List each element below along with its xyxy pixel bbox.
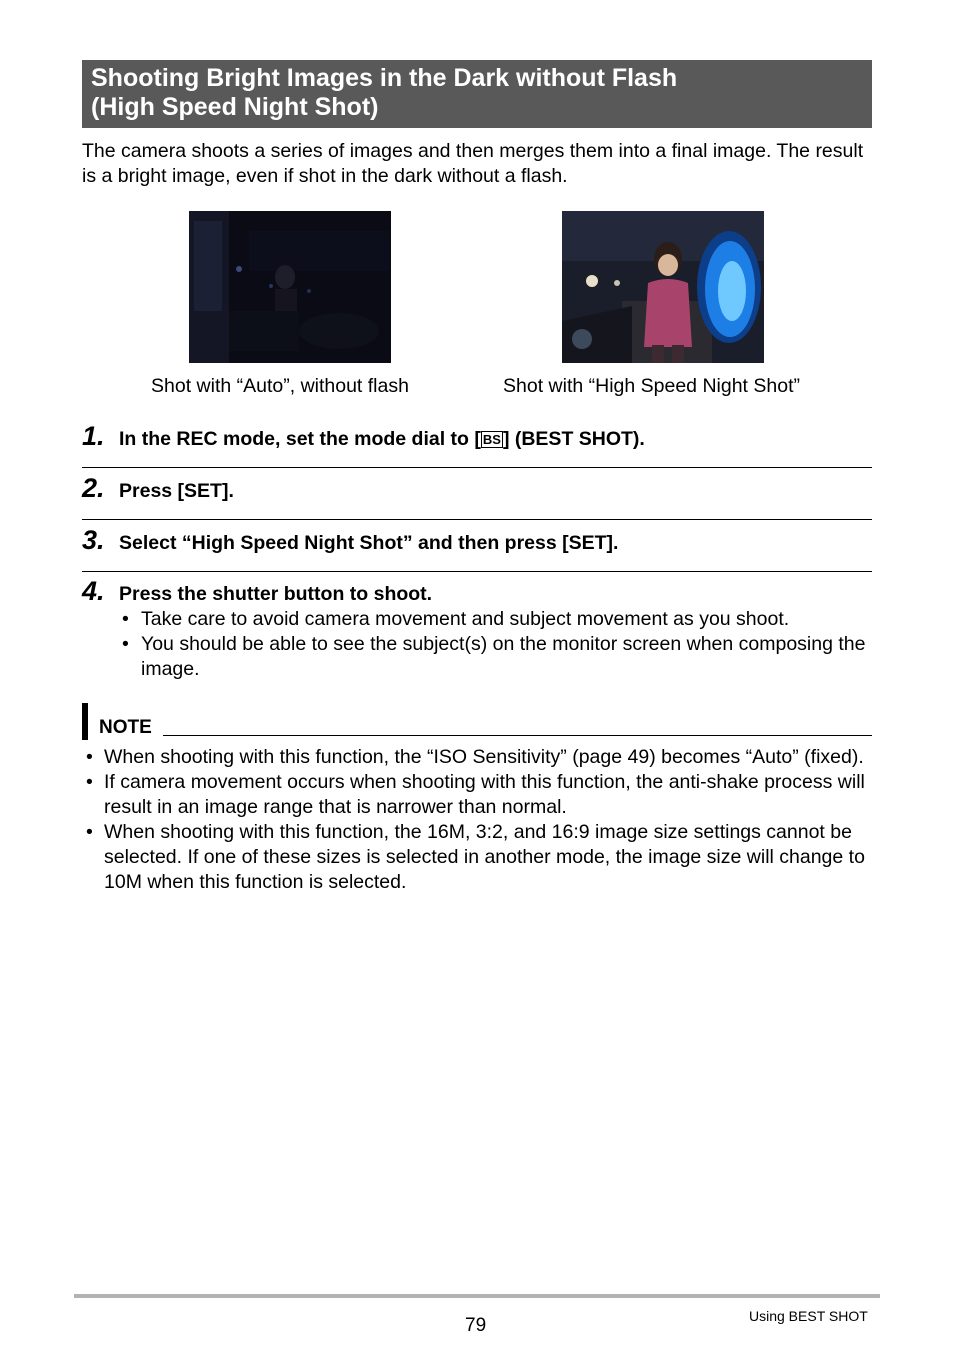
photo-caption-night-shot: Shot with “High Speed Night Shot”	[503, 375, 800, 397]
section-title-line1: Shooting Bright Images in the Dark without Flash	[91, 64, 678, 92]
list-item: • When shooting with this function, the “ISO Sensitivity” (page 49) becomes “Auto” (fixed).	[82, 745, 872, 770]
step-divider	[82, 467, 872, 468]
note-list	[82, 745, 872, 895]
list-item: • If camera movement occurs when shooting with this function, the anti-shake process will result in an image range that is narrower than normal.	[82, 770, 872, 820]
step-number: 3.	[82, 525, 105, 555]
list-item: • Take care to avoid camera movement and subject movement as you shoot.	[118, 607, 878, 632]
step-number: 1.	[82, 421, 105, 451]
note-label: NOTE	[99, 717, 152, 738]
step-number: 4.	[82, 576, 105, 606]
step-text: Select “High Speed Night Shot” and then press [SET].	[119, 532, 619, 554]
list-item: • You should be able to see the subject(s) on the monitor screen when composing the image.	[118, 632, 878, 682]
section-title-line2: (High Speed Night Shot)	[91, 93, 379, 121]
step-text-before: In the REC mode, set the mode dial to [	[119, 428, 481, 450]
footer-section-name: Using BEST SHOT	[749, 1308, 868, 1324]
step-text-after: ] (BEST SHOT).	[502, 428, 645, 450]
list-item: • When shooting with this function, the 16M, 3:2, and 16:9 image size settings cannot be selected. If one of these sizes is selected in another mode, the image size will change to 10M when this function is selected.	[82, 820, 872, 895]
step-text	[119, 427, 645, 451]
note-rule	[163, 735, 872, 736]
step-4-bullets	[118, 607, 878, 682]
page-number: 79	[465, 1315, 487, 1336]
note-marker	[82, 703, 88, 740]
footer-divider	[74, 1294, 880, 1298]
step-number: 2.	[82, 473, 105, 503]
photo-high-speed-night-shot	[562, 211, 764, 363]
best-shot-icon: BS	[482, 432, 501, 447]
step-divider	[82, 519, 872, 520]
photo-caption-auto: Shot with “Auto”, without flash	[151, 375, 409, 397]
intro-paragraph: The camera shoots a series of images and then merges them into a final image. The result is a bright image, even if shot in the dark without a flash.	[82, 140, 864, 187]
step-divider	[82, 571, 872, 572]
step-text: Press [SET].	[119, 480, 234, 502]
step-text: Press the shutter button to shoot.	[119, 583, 433, 605]
photo-auto-without-flash	[189, 211, 391, 363]
section-title	[82, 60, 872, 128]
